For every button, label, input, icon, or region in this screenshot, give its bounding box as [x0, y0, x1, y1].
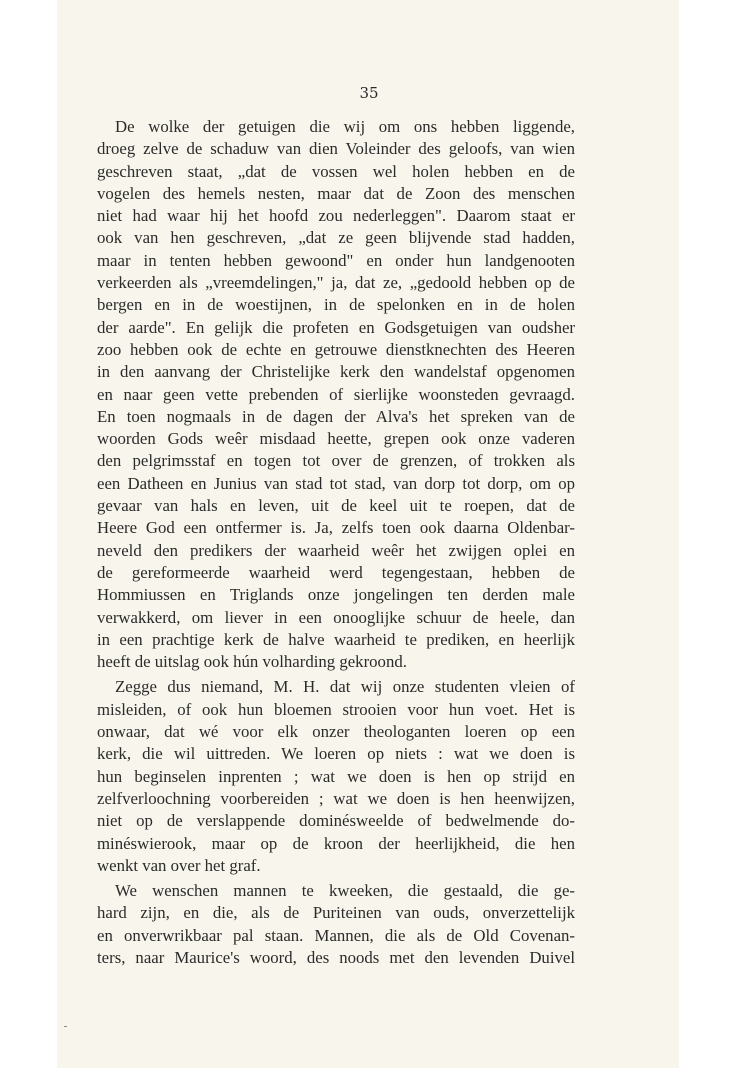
text-line: heeft de uitslag ook hún volharding gekroond. [97, 652, 407, 672]
text-line: in een prachtige kerk de halve waarheid te prediken, en heerlijk [97, 629, 575, 649]
paragraph-1 [97, 116, 575, 673]
text-line: ters, naar Maurice's woord, des noods met den levenden Duivel [97, 947, 575, 967]
text-line: Zegge dus niemand, M. H. dat wij onze studenten vleien of [115, 677, 575, 697]
paragraph-3 [97, 880, 575, 969]
body-text [97, 116, 575, 969]
text-line: neveld den predikers der waarheid weêr het zwijgen oplei en [97, 540, 575, 560]
text-line: de gereformeerde waarheid werd tegengestaan, hebben de [97, 562, 575, 582]
text-line: bergen en in de woestijnen, in de spelonken en in de holen [97, 295, 575, 315]
text-line: droeg zelve de schaduw van dien Voleinder des geloofs, van wien [97, 139, 575, 159]
text-line: verwakkerd, om liever in een onooglijke schuur de heele, dan [97, 607, 575, 627]
scan-mark [64, 1026, 67, 1027]
text-line: misleiden, of ook hun bloemen strooien voor hun voet. Het is [97, 699, 575, 719]
text-line: En toen nogmaals in de dagen der Alva's het spreken van de [97, 406, 575, 426]
text-line: verkeerden als „vreemdelingen," ja, dat ze, „gedoold hebben op de [97, 273, 575, 293]
text-line: vogelen des hemels nesten, maar dat de Zoon des menschen [97, 183, 575, 203]
text-line: minéswierook, maar op de kroon der heerlijkheid, die hen [97, 833, 575, 853]
text-line: en naar geen vette prebenden of sierlijke woonsteden gevraagd. [97, 384, 575, 404]
text-line: kerk, die wil uittreden. We loeren op niets : wat we doen is [97, 744, 575, 764]
text-line: en onverwrikbaar pal staan. Mannen, die als de Old Covenan- [97, 925, 575, 945]
text-line: maar in tenten hebben gewoond" en onder hun landgenooten [97, 250, 575, 270]
paragraph-2 [97, 676, 575, 877]
text-line: niet had waar hij het hoofd zou nederleggen". Daarom staat er [97, 206, 575, 226]
text-line: wenkt van over het graf. [97, 855, 261, 875]
text-line: niet op de verslappende dominésweelde of bedwelmende do- [97, 811, 575, 831]
text-line: woorden Gods weêr misdaad heette, grepen ook onze vaderen [97, 429, 575, 449]
page-number: 35 [359, 84, 379, 102]
text-line: hun beginselen inprenten ; wat we doen is hen op strijd en [97, 766, 575, 786]
text-line: hard zijn, en die, als de Puriteinen van ouds, onverzettelijk [97, 903, 575, 923]
text-line: in den aanvang der Christelijke kerk den wandelstaf opgenomen [97, 362, 575, 382]
text-line: een Datheen en Junius van stad tot stad, van dorp tot dorp, om op [97, 473, 575, 493]
text-line: Heere God een ontfermer is. Ja, zelfs toen ook daarna Oldenbar- [97, 518, 575, 538]
text-line: onwaar, dat wé voor elk onzer theologanten loeren op een [97, 722, 575, 742]
text-line: ook van hen geschreven, „dat ze geen blijvende stad hadden, [97, 228, 575, 248]
text-line: geschreven staat, „dat de vossen wel holen hebben en de [97, 161, 575, 181]
text-line: gevaar van hals en leven, uit de keel uit te roepen, dat de [97, 496, 575, 516]
text-line: den pelgrimsstaf en togen tot over de grenzen, of trokken als [97, 451, 575, 471]
text-line: zelfverloochning voorbereiden ; wat we doen is hen heenwijzen, [97, 788, 575, 808]
text-line: zoo hebben ook de echte en getrouwe dienstknechten des Heeren [97, 339, 575, 359]
text-line: Hommiussen en Triglands onze jongelingen ten derden male [97, 585, 575, 605]
text-line: We wenschen mannen te kweeken, die gestaald, die ge- [115, 881, 575, 901]
text-line: der aarde". En gelijk die profeten en Godsgetuigen van oudsher [97, 317, 575, 337]
text-line: De wolke der getuigen die wij om ons hebben liggende, [115, 117, 575, 136]
